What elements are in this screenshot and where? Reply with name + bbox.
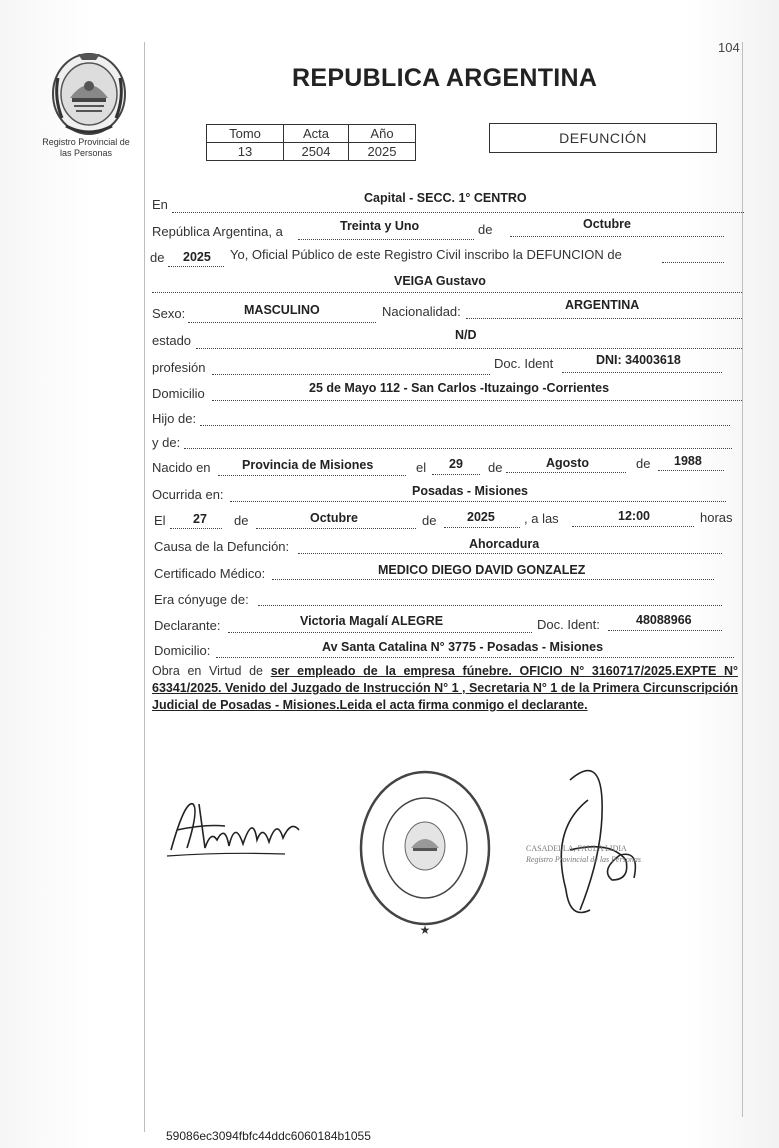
- conyuge-line: [258, 605, 722, 606]
- month-line: [510, 236, 724, 237]
- certificado-label: Certificado Médico:: [154, 566, 266, 581]
- anio-value: 2025: [349, 143, 416, 161]
- place-value: Capital - SECC. 1° CENTRO: [364, 191, 527, 205]
- birth-year-line: [658, 470, 724, 471]
- birth-day-line: [432, 474, 480, 475]
- declarante-doc-value: 48088966: [636, 613, 692, 627]
- birth-year-value: 1988: [674, 454, 702, 468]
- death-time-line: [572, 526, 694, 527]
- tomo-value: 13: [207, 143, 284, 161]
- deceased-name-value: VEIGA Gustavo: [394, 274, 486, 288]
- day-line: [298, 239, 474, 240]
- ocurrida-value: Posadas - Misiones: [412, 484, 529, 498]
- estado-label: estado: [152, 333, 192, 348]
- page-title: REPUBLICA ARGENTINA: [292, 64, 598, 92]
- y-de-label: y de:: [152, 435, 181, 450]
- anio-header: Año: [349, 125, 416, 143]
- declarante-domicilio-value: Av Santa Catalina N° 3775 - Posadas - Misiones: [322, 640, 604, 654]
- doc-ident-value: DNI: 34003618: [596, 353, 681, 367]
- day-text-value: Treinta y Uno: [340, 219, 420, 233]
- certificado-value: MEDICO DIEGO DAVID GONZALEZ: [378, 563, 586, 577]
- de-label-2: de: [150, 250, 165, 265]
- el-label: el: [416, 460, 427, 475]
- left-margin-line: [144, 42, 145, 1132]
- a-las-label: , a las: [524, 511, 559, 526]
- domicilio-label: Domicilio: [152, 386, 205, 401]
- death-month-value: Octubre: [310, 511, 358, 525]
- tomo-header: Tomo: [207, 125, 284, 143]
- registry-label: Registro Provincial de las Personas: [42, 137, 130, 158]
- obra-prefix: Obra en Virtud de: [152, 664, 264, 678]
- death-day-value: 27: [193, 512, 207, 526]
- birth-day-value: 29: [449, 457, 463, 471]
- registry-stamp: [355, 768, 495, 938]
- domicilio2-line: [216, 657, 734, 658]
- birth-month-value: Agosto: [546, 456, 590, 470]
- registry-header-row: [207, 125, 416, 143]
- conyuge-label: Era cónyuge de:: [154, 592, 249, 607]
- horas-label: horas: [700, 510, 733, 525]
- record-type-box: DEFUNCIÓN: [489, 123, 717, 153]
- de-label-6: de: [422, 513, 437, 528]
- official-stamp-text: CASADELLA, PAULA LIDIA Registro Provincial de las Personas: [526, 844, 641, 864]
- registry-table: [206, 124, 416, 161]
- causa-value: Ahorcadura: [469, 537, 540, 551]
- registry-value-row: [207, 143, 416, 161]
- right-margin-line: [742, 42, 743, 1117]
- domicilio2-label: Domicilio:: [154, 643, 211, 658]
- year-line: [168, 266, 224, 267]
- obra-text: ser empleado de la empresa fúnebre. OFICIO N° 3160717/2025.EXPTE N° 63341/2025. Venido del Juzgado de Instrucción N° 1 , Secretaria N° 1 de la Primera Circunscripción Judicial de Posadas - Misiones.Leida el acta firma conmigo el declarante.: [152, 664, 738, 712]
- hijo-label: Hijo de:: [152, 411, 197, 426]
- declaration-line: [662, 262, 724, 263]
- declarante-label: Declarante:: [154, 618, 221, 633]
- birth-month-line: [506, 472, 626, 473]
- declaration-text: Yo, Oficial Público de este Registro Civil inscribo la DEFUNCION de: [230, 247, 622, 262]
- certificado-line: [272, 579, 714, 580]
- declarante-value: Victoria Magalí ALEGRE: [300, 614, 444, 628]
- domicilio-value: 25 de Mayo 112 - San Carlos -Ituzaingo -Corrientes: [309, 381, 610, 395]
- province-seal-logo: [48, 48, 130, 136]
- de-label-3: de: [488, 460, 503, 475]
- domicilio-line: [212, 400, 742, 401]
- de-label-1: de: [478, 222, 493, 237]
- hijo-line: [200, 425, 730, 426]
- death-year-value: 2025: [467, 510, 495, 524]
- month-value: Octubre: [583, 217, 631, 231]
- de-label-5: de: [234, 513, 249, 528]
- nacido-en-value: Provincia de Misiones: [242, 458, 374, 472]
- sexo-line: [188, 322, 376, 323]
- name-line: [152, 292, 742, 293]
- death-year-line: [444, 527, 520, 528]
- acta-value: 2504: [284, 143, 349, 161]
- year-value: 2025: [183, 250, 211, 264]
- causa-label: Causa de la Defunción:: [154, 539, 290, 554]
- sexo-value: MASCULINO: [244, 303, 320, 317]
- death-day-line: [170, 528, 222, 529]
- el-cap-label: El: [154, 513, 166, 528]
- death-month-line: [256, 528, 416, 529]
- ocurrida-label: Ocurrida en:: [152, 487, 224, 502]
- declarant-signature: [165, 790, 315, 870]
- causa-line: [298, 553, 722, 554]
- nacionalidad-line: [466, 318, 742, 319]
- de-label-4: de: [636, 456, 651, 471]
- svg-text:★: ★: [419, 923, 431, 937]
- estado-value: N/D: [455, 328, 477, 342]
- acta-header: Acta: [284, 125, 349, 143]
- profesion-line: [212, 374, 490, 375]
- footer-hash: 59086ec3094fbfc44ddc6060184b1055: [166, 1129, 371, 1143]
- doc-ident2-label: Doc. Ident:: [537, 617, 600, 632]
- doc-ident-line: [562, 372, 722, 373]
- profesion-label: profesión: [152, 360, 206, 375]
- death-time-value: 12:00: [618, 509, 650, 523]
- nacido-label: Nacido en: [152, 460, 211, 475]
- declarante-doc-line: [608, 630, 722, 631]
- estado-line: [196, 348, 742, 349]
- nacionalidad-value: ARGENTINA: [565, 298, 640, 312]
- page-number: 104: [718, 40, 740, 55]
- declarante-line: [228, 632, 532, 633]
- doc-ident-label: Doc. Ident: [494, 356, 554, 371]
- obra-paragraph: [152, 663, 738, 714]
- y-de-line: [184, 448, 732, 449]
- place-line: [172, 212, 744, 213]
- en-label: En: [152, 197, 168, 212]
- ocurrida-line: [230, 501, 726, 502]
- nacionalidad-label: Nacionalidad:: [382, 304, 461, 319]
- nacido-line: [218, 475, 406, 476]
- republica-label: República Argentina, a: [152, 224, 283, 239]
- sexo-label: Sexo:: [152, 306, 186, 321]
